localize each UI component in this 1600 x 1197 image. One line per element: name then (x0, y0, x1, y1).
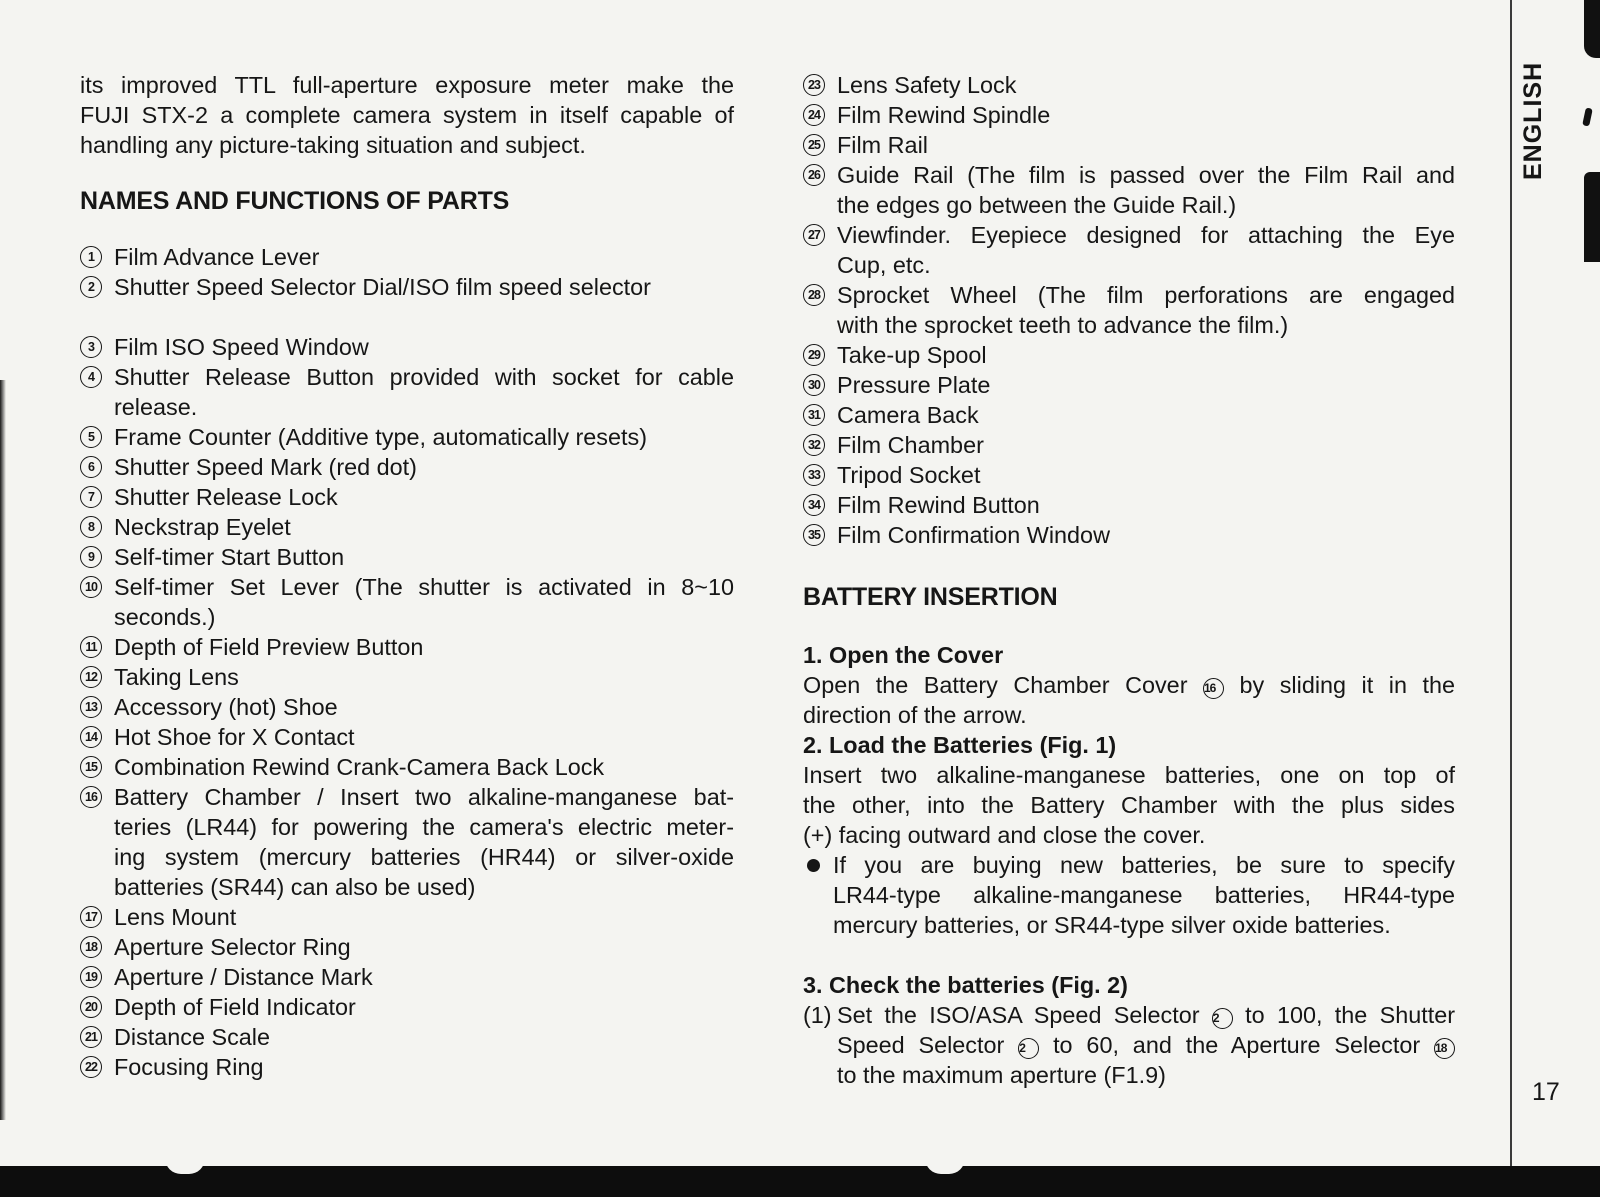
part-item-6 (80, 452, 734, 482)
part-item-29 (803, 340, 1455, 370)
part-text: Film Chamber (837, 432, 984, 458)
part-text: Frame Counter (Additive type, automatically resets) (114, 424, 647, 450)
part-number-badge: 22 (80, 1056, 102, 1078)
intro-line: FUJI STX-2 a complete camera system in itself capable of (80, 102, 734, 128)
scan-bottom-edge (0, 1166, 1600, 1197)
scan-edge-mark (1584, 0, 1600, 58)
part-ref-16: 16 (1203, 678, 1224, 699)
part-text: Camera Back (837, 402, 979, 428)
step3-item (803, 1000, 1455, 1090)
part-item-2 (80, 272, 734, 302)
step3-text: to 60, and the Aperture Selector (1053, 1032, 1421, 1058)
part-number-badge: 13 (80, 696, 102, 718)
part-number-badge: 33 (803, 464, 825, 486)
part-item-10 (80, 572, 734, 632)
step2-line: (+) facing outward and close the cover. (803, 822, 1206, 848)
part-item-28 (803, 280, 1455, 340)
part-text: Pressure Plate (837, 372, 991, 398)
part-text: Accessory (hot) Shoe (114, 694, 338, 720)
scan-edge-mark (1584, 172, 1600, 262)
part-text: Taking Lens (114, 664, 239, 690)
step3-line (837, 1000, 1455, 1030)
part-text: Tripod Socket (837, 462, 981, 488)
part-text: Shutter Speed Selector Dial/ISO film speed selector (114, 274, 651, 300)
part-item-8 (80, 512, 734, 542)
part-text: Cup, etc. (837, 252, 931, 278)
parts-list-right (803, 70, 1455, 550)
step3-line: to the maximum aperture (F1.9) (837, 1062, 1166, 1088)
part-text: the edges go between the Guide Rail.) (837, 192, 1237, 218)
part-text: Depth of Field Indicator (114, 994, 356, 1020)
part-text: Guide Rail (The film is passed over the Film Rail and (837, 162, 1455, 188)
part-number-badge: 23 (803, 74, 825, 96)
intro-paragraph (80, 70, 734, 160)
part-number-badge: 11 (80, 636, 102, 658)
part-item-4 (80, 362, 734, 422)
part-item-24 (803, 100, 1455, 130)
part-number-badge: 25 (803, 134, 825, 156)
part-number-badge: 35 (803, 524, 825, 546)
step2-line: the other, into the Battery Chamber with the plus sides (803, 792, 1455, 818)
part-item-20 (80, 992, 734, 1022)
part-text: Film Rewind Button (837, 492, 1040, 518)
part-item-25 (803, 130, 1455, 160)
step3-text: Speed Selector (837, 1032, 1005, 1058)
part-text: with the sprocket teeth to advance the film.) (837, 312, 1289, 338)
part-item-3 (80, 332, 734, 362)
part-text: Shutter Speed Mark (red dot) (114, 454, 417, 480)
part-item-9 (80, 542, 734, 572)
part-number-badge: 14 (80, 726, 102, 748)
part-item-21 (80, 1022, 734, 1052)
part-item-15 (80, 752, 734, 782)
page-spine-line (1510, 0, 1512, 1166)
parts-list-left (80, 242, 734, 1082)
part-item-19 (80, 962, 734, 992)
note-line: LR44-type alkaline-manganese batteries, HR44-type (833, 882, 1455, 908)
part-text: Film Rewind Spindle (837, 102, 1051, 128)
part-text: Combination Rewind Crank-Camera Back Lock (114, 754, 605, 780)
part-text: Sprocket Wheel (The film perforations are engaged (837, 282, 1455, 308)
part-text: Aperture Selector Ring (114, 934, 351, 960)
part-text: Self-timer Start Button (114, 544, 345, 570)
part-number-badge: 19 (80, 966, 102, 988)
step3-line (837, 1030, 1455, 1060)
step3-text: to 100, the Shutter (1245, 1002, 1456, 1028)
part-ref-2: 2 (1212, 1008, 1233, 1029)
part-number-badge: 20 (80, 996, 102, 1018)
note-line: If you are buying new batteries, be sure to specify (833, 852, 1455, 878)
scan-edge-shadow (0, 380, 6, 1120)
part-number-badge: 34 (803, 494, 825, 516)
step3-title: 3. Check the batteries (Fig. 2) (803, 972, 1128, 998)
step1-line (803, 670, 1455, 700)
part-item-33 (803, 460, 1455, 490)
part-item-1 (80, 242, 734, 272)
part-text: Shutter Release Button provided with socket for cable (114, 364, 734, 390)
part-number-badge: 27 (803, 224, 825, 246)
part-item-13 (80, 692, 734, 722)
part-number-badge: 3 (80, 336, 102, 358)
part-number-badge: 31 (803, 404, 825, 426)
part-item-26 (803, 160, 1455, 220)
part-number-badge: 10 (80, 576, 102, 598)
part-number-badge: 24 (803, 104, 825, 126)
step2-line: Insert two alkaline-manganese batteries, one on top of (803, 762, 1455, 788)
part-item-35 (803, 520, 1455, 550)
step1-title: 1. Open the Cover (803, 642, 1004, 668)
part-number-badge: 18 (80, 936, 102, 958)
part-text: Depth of Field Preview Button (114, 634, 424, 660)
part-number-badge: 4 (80, 366, 102, 388)
part-text: seconds.) (114, 604, 216, 630)
part-text: Battery Chamber / Insert two alkaline-manganese bat- (114, 784, 734, 810)
part-number-badge: 7 (80, 486, 102, 508)
page-number: 17 (1532, 1078, 1560, 1106)
part-number-badge: 8 (80, 516, 102, 538)
part-number-badge: 6 (80, 456, 102, 478)
part-item-12 (80, 662, 734, 692)
part-number-badge: 2 (80, 276, 102, 298)
note-line: mercury batteries, or SR44-type silver oxide batteries. (833, 912, 1391, 938)
part-item-18 (80, 932, 734, 962)
part-text: Aperture / Distance Mark (114, 964, 373, 990)
intro-line: its improved TTL full-aperture exposure meter make the (80, 72, 734, 98)
part-number-badge: 32 (803, 434, 825, 456)
part-text: Viewfinder. Eyepiece designed for attaching the Eye (837, 222, 1455, 248)
part-item-5 (80, 422, 734, 452)
part-text: Take-up Spool (837, 342, 987, 368)
part-text: teries (LR44) for powering the camera's electric meter- (114, 814, 734, 840)
part-item-7 (80, 482, 734, 512)
part-text: batteries (SR44) can also be used) (114, 874, 476, 900)
language-tab-label: ENGLISH (1519, 61, 1547, 180)
part-item-11 (80, 632, 734, 662)
part-number-badge: 28 (803, 284, 825, 306)
battery-note (803, 850, 1455, 940)
step1-text: Open the Battery Chamber Cover (803, 672, 1188, 698)
part-number-badge: 29 (803, 344, 825, 366)
step1-text: by sliding it in the (1239, 672, 1455, 698)
step1-line: direction of the arrow. (803, 702, 1027, 728)
part-number-badge: 17 (80, 906, 102, 928)
part-text: Lens Mount (114, 904, 237, 930)
part-text: Film Rail (837, 132, 928, 158)
part-item-32 (803, 430, 1455, 460)
part-text: Shutter Release Lock (114, 484, 338, 510)
part-text: Lens Safety Lock (837, 72, 1017, 98)
part-item-23 (803, 70, 1455, 100)
part-text: Film Advance Lever (114, 244, 320, 270)
parts-heading: NAMES AND FUNCTIONS OF PARTS (80, 187, 510, 215)
battery-heading: BATTERY INSERTION (803, 583, 1058, 611)
part-ref-2: 2 (1018, 1038, 1039, 1059)
part-number-badge: 9 (80, 546, 102, 568)
part-text: Distance Scale (114, 1024, 271, 1050)
part-item-22 (80, 1052, 734, 1082)
left-column (80, 70, 734, 1082)
step2-title: 2. Load the Batteries (Fig. 1) (803, 732, 1117, 758)
part-text: Film ISO Speed Window (114, 334, 369, 360)
part-text: release. (114, 394, 198, 420)
part-number-badge: 21 (80, 1026, 102, 1048)
part-number-badge: 30 (803, 374, 825, 396)
part-item-30 (803, 370, 1455, 400)
part-number-badge: 26 (803, 164, 825, 186)
part-text: Neckstrap Eyelet (114, 514, 291, 540)
part-number-badge: 16 (80, 786, 102, 808)
part-text: Self-timer Set Lever (The shutter is activated in 8~10 (114, 574, 734, 600)
part-number-badge: 12 (80, 666, 102, 688)
part-text: ing system (mercury batteries (HR44) or silver-oxide (114, 844, 734, 870)
part-item-27 (803, 220, 1455, 280)
part-text: Film Confirmation Window (837, 522, 1110, 548)
part-text: Focusing Ring (114, 1054, 264, 1080)
bullet-icon (807, 859, 820, 872)
step3-item-number: (1) (803, 1002, 832, 1028)
intro-line: handling any picture-taking situation and subject. (80, 132, 586, 158)
part-item-34 (803, 490, 1455, 520)
part-number-badge: 1 (80, 246, 102, 268)
part-item-17 (80, 902, 734, 932)
part-number-badge: 5 (80, 426, 102, 448)
part-item-14 (80, 722, 734, 752)
part-item-31 (803, 400, 1455, 430)
right-column (803, 70, 1455, 1090)
step3-text: Set the ISO/ASA Speed Selector (837, 1002, 1200, 1028)
part-text: Hot Shoe for X Contact (114, 724, 355, 750)
part-item-16 (80, 782, 734, 902)
part-ref-18: 18 (1434, 1038, 1455, 1059)
part-number-badge: 15 (80, 756, 102, 778)
